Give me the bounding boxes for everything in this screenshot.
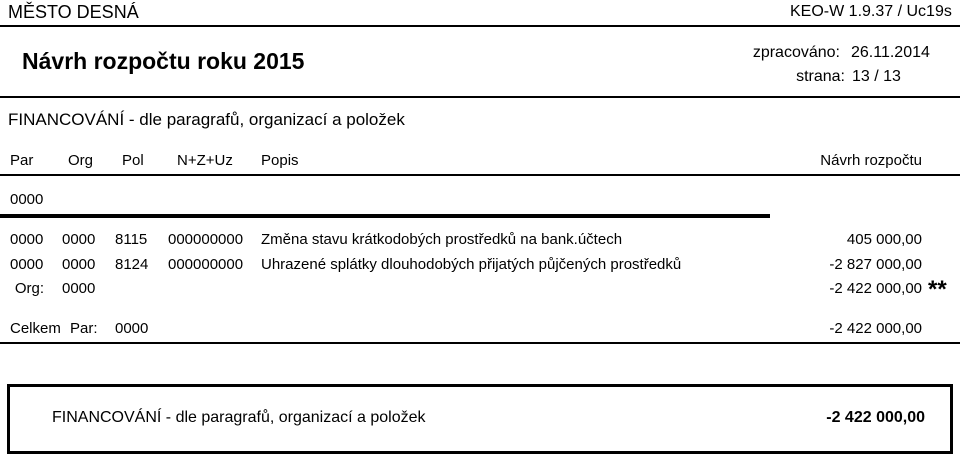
par-total-par-code: 0000 xyxy=(115,320,149,337)
processed-label: zpracováno: xyxy=(752,44,840,61)
summary-box xyxy=(7,384,953,454)
table-row-amount: -2 827 000,00 xyxy=(829,256,922,273)
table-row-org: 0000 xyxy=(62,256,96,273)
table-row-popis: Uhrazené splátky dlouhodobých přijatých půjčených prostředků xyxy=(261,256,682,273)
table-row-nzuz: 000000000 xyxy=(168,231,244,248)
table-row-amount: 405 000,00 xyxy=(846,231,922,248)
section-title: FINANCOVÁNÍ - dle paragrafů, organizací a položek xyxy=(8,110,405,129)
par-total-label: Celkem xyxy=(10,320,61,337)
column-header-org: Org xyxy=(68,152,94,169)
summary-amount: -2 422 000,00 xyxy=(826,409,925,426)
column-header-navrh: Návrh rozpočtu xyxy=(820,152,922,169)
table-row-pol: 8124 xyxy=(115,256,149,273)
page-number: 13 / 13 xyxy=(852,68,901,85)
par-total-amount: -2 422 000,00 xyxy=(829,320,922,337)
report-code: KEO-W 1.9.37 / Uc19s xyxy=(790,3,952,20)
org-total-marker: ** xyxy=(928,276,947,303)
title-divider xyxy=(0,96,960,98)
par-total-divider xyxy=(0,342,960,344)
group-divider xyxy=(0,214,770,218)
table-row-nzuz: 000000000 xyxy=(168,256,244,273)
municipality-name: MĚSTO DESNÁ xyxy=(8,2,139,22)
header-divider xyxy=(0,25,960,27)
org-total-label: Org: xyxy=(14,280,44,297)
group-par-code: 0000 xyxy=(10,191,44,208)
summary-label: FINANCOVÁNÍ - dle paragrafů, organizací a položek xyxy=(52,409,426,426)
table-row-par: 0000 xyxy=(10,256,44,273)
table-row-org: 0000 xyxy=(62,231,96,248)
page-title: Návrh rozpočtu roku 2015 xyxy=(22,48,305,74)
column-header-nzuz: N+Z+Uz xyxy=(177,152,233,169)
par-total-par-label: Par: xyxy=(70,320,98,337)
processed-date: 26.11.2014 xyxy=(851,44,930,61)
org-total-amount: -2 422 000,00 xyxy=(829,280,922,297)
table-row-pol: 8115 xyxy=(115,231,148,248)
table-row-par: 0000 xyxy=(10,231,44,248)
page-label: strana: xyxy=(796,68,845,85)
org-total-code: 0000 xyxy=(62,280,96,297)
column-header-popis: Popis xyxy=(261,152,299,169)
table-row-popis: Změna stavu krátkodobých prostředků na bank.účtech xyxy=(261,231,623,248)
column-header-pol: Pol xyxy=(122,152,144,169)
column-header-par: Par xyxy=(10,152,34,169)
column-header-divider xyxy=(0,174,960,176)
